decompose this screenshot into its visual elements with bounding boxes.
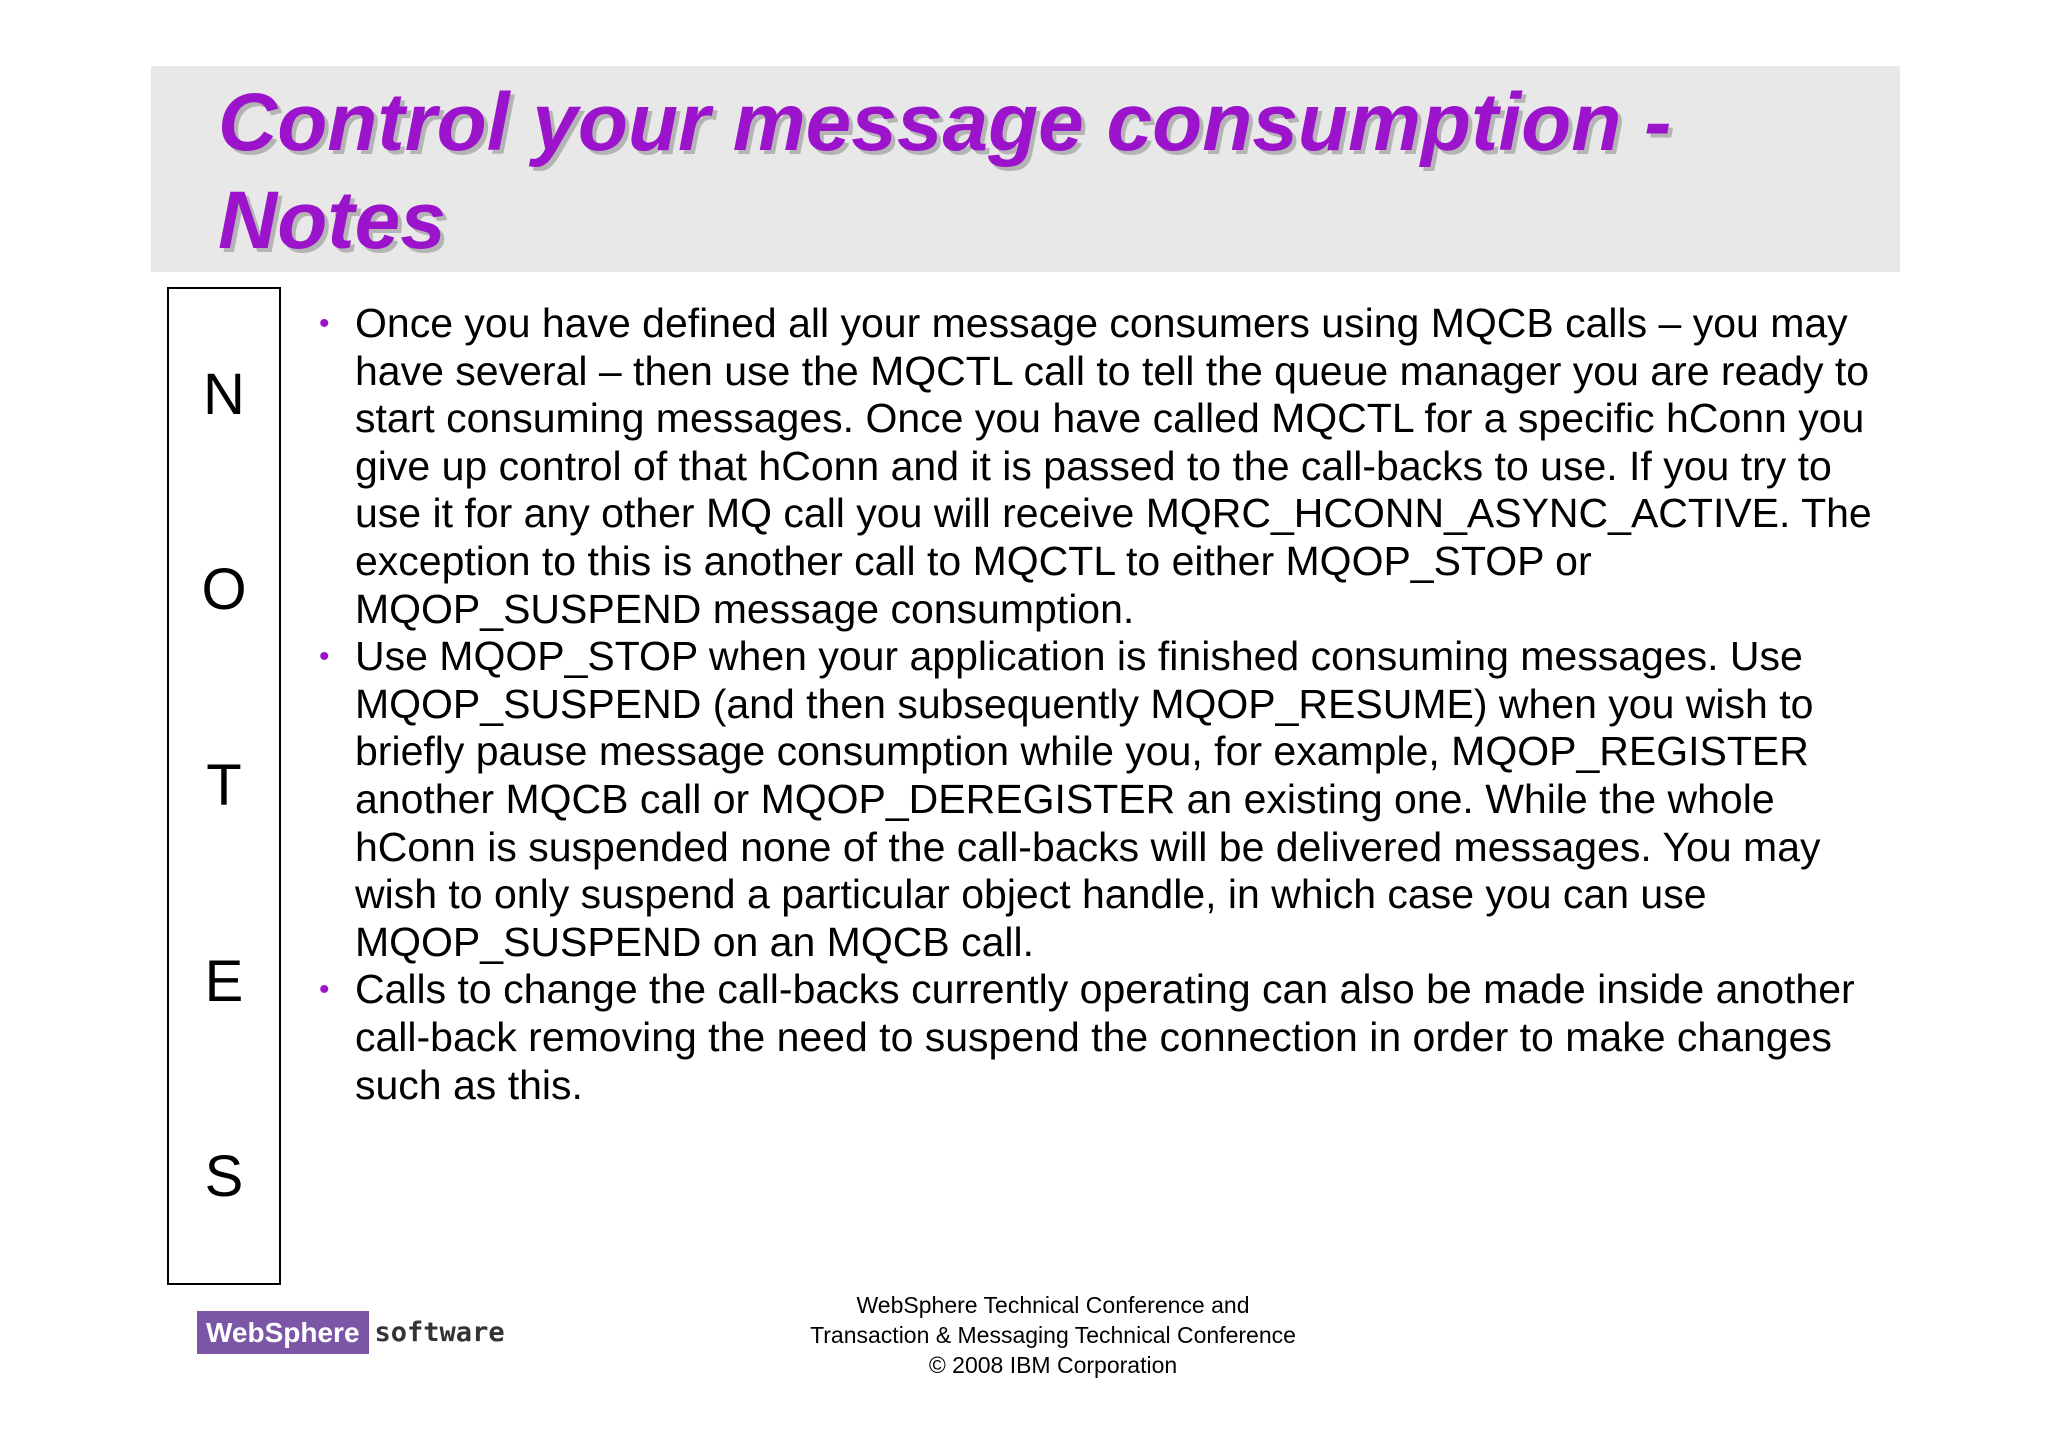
websphere-software-logo bbox=[197, 1311, 505, 1354]
footer-copyright: © 2008 IBM Corporation bbox=[928, 1352, 1178, 1378]
logo-brand: WebSphere bbox=[197, 1311, 369, 1354]
bullet-text: Once you have defined all your message consumers using MQCB calls – you may have several – then use the MQCTL call to tell the queue manager you are ready to start consuming messages. Once you have called MQCTL for a specific hConn you give up control of that hConn and it is passed to the call-backs to use. If you try to use it for any other MQ call you will receive MQRC_HCONN_ASYNC_ACTIVE. The exception to this is another call to MQCTL to either MQOP_STOP or MQOP_SUSPEND message consumption. bbox=[355, 300, 1872, 632]
footer-text bbox=[703, 1290, 1403, 1380]
slide-title-line-1: Control your message consumption - bbox=[218, 77, 1672, 168]
footer-line-1: WebSphere Technical Conference and bbox=[856, 1292, 1250, 1318]
slide-title-line-2: Notes bbox=[218, 175, 446, 266]
notes-letter-s: S bbox=[204, 1144, 244, 1210]
notes-letter-o: O bbox=[201, 557, 247, 623]
bullet-text: Use MQOP_STOP when your application is finished consuming messages. Use MQOP_SUSPEND (and then subsequently MQOP_RESUME) when you wish to briefly pause message consumption while you, for example, MQOP_REGISTER another MQCB call or MQOP_DEREGISTER an existing one. While the whole hConn is suspended none of the call-backs will be delivered messages. You may wish to only suspend a particular object handle, in which case you can use MQOP_SUSPEND on an MQCB call. bbox=[355, 633, 1821, 965]
bullet-item bbox=[318, 633, 1878, 966]
notes-bullet-list bbox=[318, 300, 1878, 1109]
bullet-dot-icon: • bbox=[319, 640, 330, 674]
notes-vertical-label bbox=[167, 287, 281, 1285]
bullet-dot-icon: • bbox=[319, 307, 330, 340]
slide-title bbox=[218, 74, 1671, 270]
footer-line-2: Transaction & Messaging Technical Conference bbox=[810, 1322, 1296, 1348]
bullet-text: Calls to change the call-backs currently operating can also be made inside another call-back removing the need to suspend the connection in order to make changes such as this. bbox=[355, 966, 1855, 1108]
notes-letter-n: N bbox=[203, 361, 245, 427]
notes-letter-t: T bbox=[206, 752, 242, 818]
notes-letter-e: E bbox=[204, 948, 244, 1014]
title-band bbox=[151, 66, 1900, 272]
bullet-dot-icon: • bbox=[319, 973, 330, 1007]
bullet-item bbox=[318, 966, 1878, 1109]
logo-suffix: software bbox=[374, 1317, 505, 1348]
bullet-item bbox=[318, 300, 1878, 633]
